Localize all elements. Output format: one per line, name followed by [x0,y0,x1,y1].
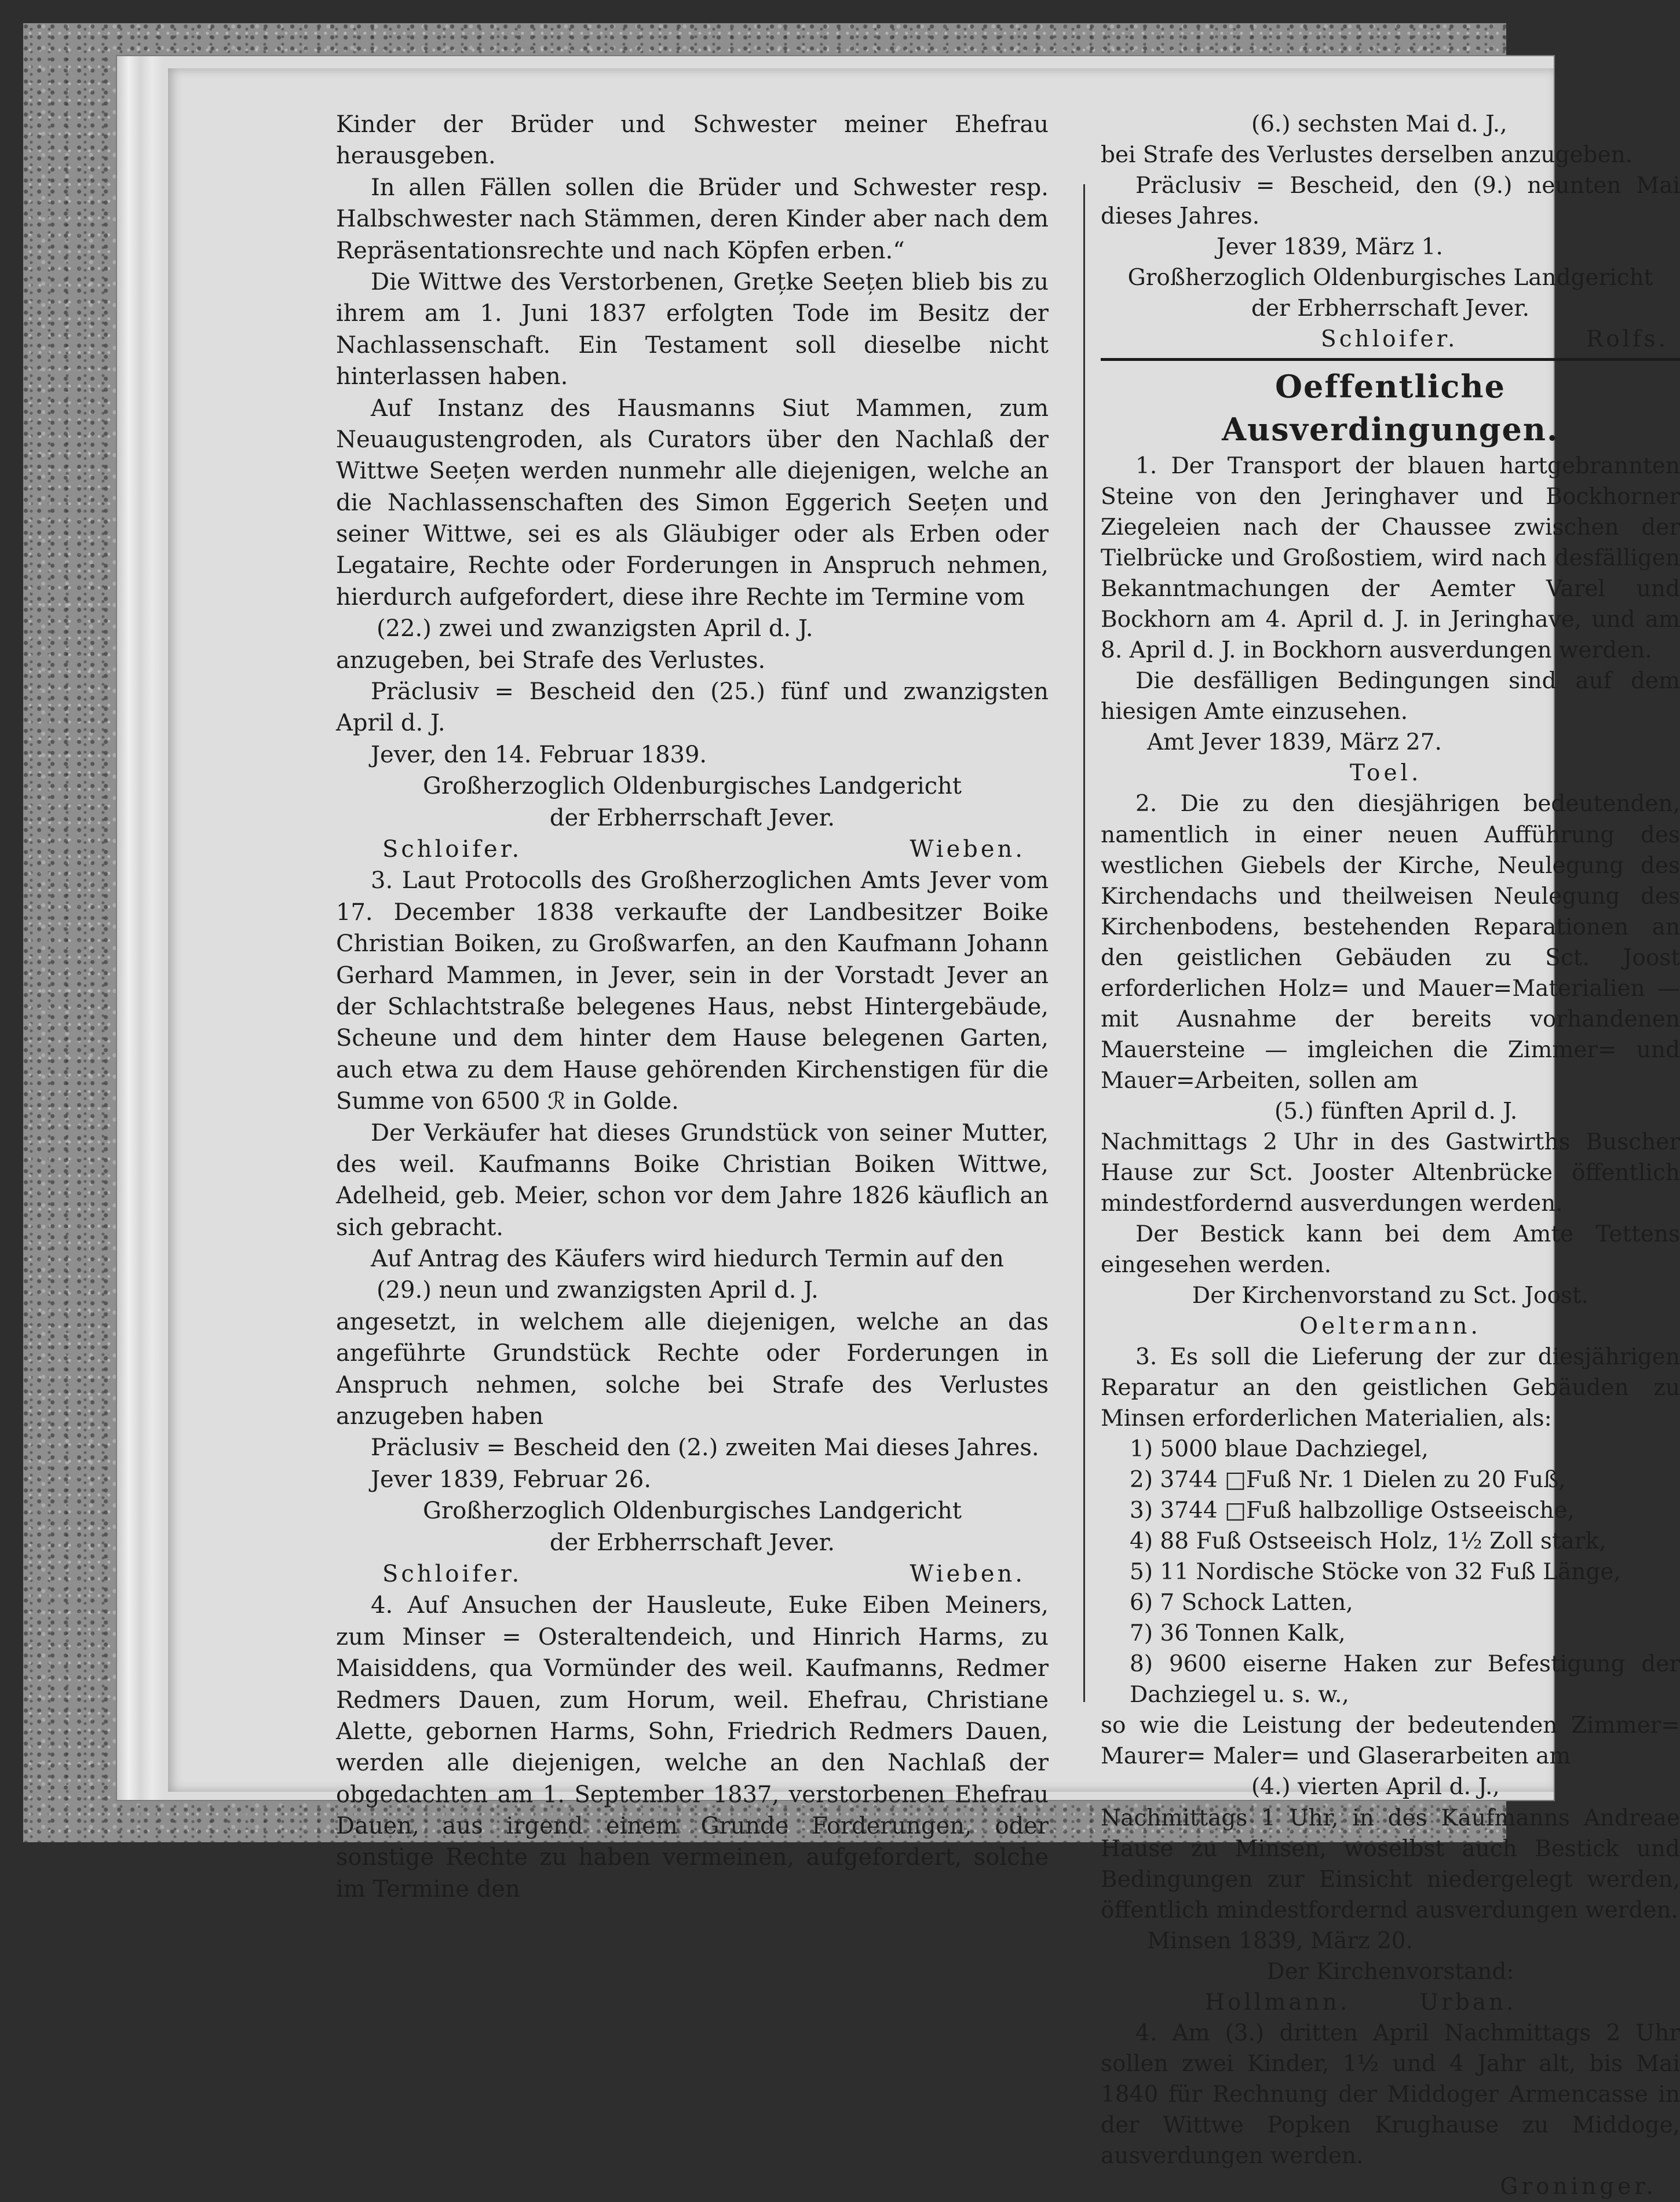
place-date: Minsen 1839, März 20. [1147,1927,1413,1954]
text-paragraph: Die desfälligen Bedingungen sind auf dem hiesigen Amte einzusehen. [1101,668,1680,725]
signature: Toel. [1350,760,1422,787]
court-name-line2: der Erbherrschaft Jever. [1251,295,1529,322]
notice-paragraph: 3. Es soll die Lieferung der zur diesjährigen Reparatur an den geistlichen Gebäuden zu Minsen erforderlichen Materialien, als: [1101,1344,1680,1432]
notice-paragraph: 4. Auf Ansuchen der Hausleute, Euke Eiben Meiners, zum Minser = Osteraltendeich, und Hinrich Harms, zu Maisiddens, qua Vormünder des weil. Kaufmanns, Redmer Redmers Dauen, zum Horum, weil. Ehefrau, Christiane Alette, gebornen Harms, Sohn, Friedrich Redmers Dauen, werden alle diejenigen, welche an den Nachlaß der obgedachten am 1. September 1837, verstorbenen Ehefrau Dauen, aus irgend einem Grunde Forderungen, oder sonstige Rechte zu haben vermeinen, aufgefordert, solche im Termine den [336,1592,1049,1902]
signature: Oeltermann. [1299,1313,1481,1339]
list-item: 7) 36 Tonnen Kalk, [1130,1620,1346,1647]
list-item: 4) 88 Fuß Ostseeisch Holz, 1½ Zoll stark, [1130,1528,1606,1555]
text-paragraph: In allen Fällen sollen die Brüder und Schwester resp. Halbschwester nach Stämmen, deren Kinder aber nach dem Repräsentationsrechte und nach Köpfen erben.“ [336,174,1049,264]
signature-row [1101,1987,1680,2018]
text-paragraph: Der Bestick kann bei dem Amte Tettens eingesehen werden. [1101,1221,1680,1278]
signature: Rolfs. [1586,326,1668,353]
place-date: Jever 1839, März 1. [1217,234,1443,261]
text-paragraph: Auf Instanz des Hausmanns Siut Mammen, zum Neuaugustengroden, als Curators über den Nachlaß der Wittwe Seețen werden nunmehr alle diejenigen, welche an die Nachlassenschaften des Simon Eggerich Seețen und seiner Wittwe, sei es als Gläubiger oder als Erben oder Legataire, Rechte oder Forderungen in Anspruch nehmen, hierdurch aufgefordert, diese ihre Rechte im Termine vom [336,395,1049,611]
text-paragraph: Auf Antrag des Käufers wird hiedurch Termin auf den [371,1246,1004,1273]
organisation-name: Der Kirchenvorstand: [1266,1958,1514,1985]
term-date: (6.) sechsten Mai d. J., [1251,111,1507,137]
column-divider [1083,184,1085,1702]
text-paragraph: angesetzt, in welchem alle diejenigen, welche an das angeführte Grundstück Rechte oder Forderungen in Anspruch nehmen, solche bei Strafe des Verlustes anzugeben haben [336,1308,1049,1430]
text-paragraph: bei Strafe des Verlustes derselben anzugeben. [1101,142,1633,169]
court-name: Großherzoglich Oldenburgisches Landgericht [423,1498,962,1525]
notice-paragraph: 4. Am (3.) dritten April Nachmittags 2 Uhr sollen zwei Kinder, 1½ und 4 Jahr alt, bis Mai 1840 für Rechnung der Middoger Armencasse in der Wittwe Popken Krughause zu Middoge, ausverdungen werden. [1101,2020,1680,2169]
signature: Schloifer. [1321,326,1458,353]
list-item: 5) 11 Nordische Stöcke von 32 Fuß Länge, [1130,1559,1621,1586]
term-date: (22.) zwei und zwanzigsten April d. J. [377,615,813,642]
signature: Wieben. [910,835,1025,863]
place-date: Amt Jever 1839, März 27. [1147,729,1442,756]
court-name: Großherzoglich Oldenburgisches Landgericht [423,773,962,800]
organisation-name: Der Kirchenvorstand zu Sct. Joost. [1192,1282,1589,1309]
text-paragraph: Präclusiv = Bescheid, den (9.) neunten Mai dieses Jahres. [1101,173,1680,230]
list-item: 8) 9600 eiserne Haken zur Befestigung der Dachziegel u. s. w., [1130,1651,1680,1708]
signature-row [1101,324,1680,355]
text-paragraph: so wie die Leistung der bedeutenden Zimmer= Maurer= Maler= und Glaserarbeiten am [1101,1712,1680,1770]
place-date: Jever 1839, Februar 26. [371,1466,652,1493]
court-name: Großherzoglich Oldenburgisches Landgericht [1127,265,1653,291]
signature-row [336,834,1049,865]
text-paragraph: anzugeben, bei Strafe des Verlustes. [336,647,766,674]
notice-paragraph: 2. Die zu den diesjährigen bedeutenden, namentlich in einer neuen Aufführung des westlichen Giebels der Kirche, Neulegung des Kirchendachs und theilweisen Neulegung des Kirchenbodens, bestehenden Reparationen an den geistlichen Gebäuden zu Sct. Joost erforderlichen Holz= und Mauer=Materialien — mit Ausnahme der bereits vorhandenen Mauersteine — imgleichen die Zimmer= und Mauer=Arbeiten, sollen am [1101,791,1680,1094]
newspaper-page [168,68,1680,2200]
text-paragraph: Nachmittags 1 Uhr, in des Kaufmanns Andreae Hause zu Minsen, woselbst auch Bestick und Bedingungen zur Einsicht niedergelegt werden, öffentlich mindestfordernd ausverdungen werden. [1101,1805,1680,1923]
court-name-line2: der Erbherrschaft Jever. [549,804,835,831]
signature: Schloifer. [382,835,523,863]
text-paragraph: Die Wittwe des Verstorbenen, Grețke Seețen blieb bis zu ihrem am 1. Juni 1837 erfolgten Tode im Besitz der Nachlassenschaft. Ein Testament soll dieselbe nicht hinterlassen haben. [336,268,1049,390]
signature: Hollmann. [1205,1989,1350,2015]
term-date: (5.) fünften April d. J. [1274,1098,1518,1124]
notice-paragraph: 1. Der Transport der blauen hartgebrannten Steine von den Jeringhaver und Bockhorner Ziegeleien nach der Chaussee zwischen der Tielbrücke und Großostiem, wird nach desfälligen Bekanntmachungen der Aemter Varel und Bockhorn am 4. April d. J. in Jeringhave, und am 8. April d. J. in Bockhorn ausverdungen werden. [1101,453,1680,664]
section-title: Oeffentliche Ausverdingungen. [1222,368,1559,448]
text-paragraph: Der Verkäufer hat dieses Grundstück von seiner Mutter, des weil. Kaufmanns Boike Christian Boiken Wittwe, Adelheid, geb. Meier, schon vor dem Jahre 1826 käuflich an sich gebracht. [336,1119,1049,1241]
signature: Urban. [1419,1989,1517,2015]
right-column [1101,109,1680,2202]
court-name-line2: der Erbherrschaft Jever. [549,1529,835,1556]
section-rule [1101,358,1680,361]
list-item: 2) 3744 □Fuß Nr. 1 Dielen zu 20 Fuß, [1130,1467,1566,1493]
left-column [336,109,1049,1905]
signature: Wieben. [910,1560,1025,1587]
signature: Schloifer. [382,1560,523,1587]
term-date: (4.) vierten April d. J., [1251,1774,1500,1801]
notice-paragraph: 3. Laut Protocolls des Großherzoglichen Amts Jever vom 17. December 1838 verkaufte der Landbesitzer Boike Christian Boiken, zu Großwarfen, an den Kaufmann Johann Gerhard Mammen, in Jever, sein in der Vorstadt Jever an der Schlachtstraße belegenes Haus, nebst Hintergebäude, Scheune und dem hinter dem Hause belegenen Garten, auch etwa zu dem Hause gehörenden Kirchenstigen für die Summe von 6500 ℛ in Golde. [336,867,1049,1115]
text-paragraph: Nachmittags 2 Uhr in des Gastwirths Buscher Hause zur Sct. Jooster Altenbrücke öffentlich mindestfordernd ausverdungen werden. [1101,1129,1680,1217]
list-item: 6) 7 Schock Latten, [1130,1590,1353,1616]
list-item: 3) 3744 □Fuß halbzollige Ostseeische, [1130,1498,1575,1524]
signature-row [336,1558,1049,1590]
text-paragraph: Kinder der Brüder und Schwester meiner Ehefrau herausgeben. [336,111,1049,170]
text-paragraph: Präclusiv = Bescheid den (2.) zweiten Mai dieses Jahres. [371,1434,1039,1462]
signature: Groninger. [1500,2173,1657,2200]
list-item: 1) 5000 blaue Dachziegel, [1130,1436,1429,1463]
text-paragraph: Präclusiv = Bescheid den (25.) fünf und zwanzigsten April d. J. [336,678,1049,737]
term-date: (29.) neun und zwanzigsten April d. J. [377,1277,819,1304]
place-date: Jever, den 14. Februar 1839. [371,741,707,768]
